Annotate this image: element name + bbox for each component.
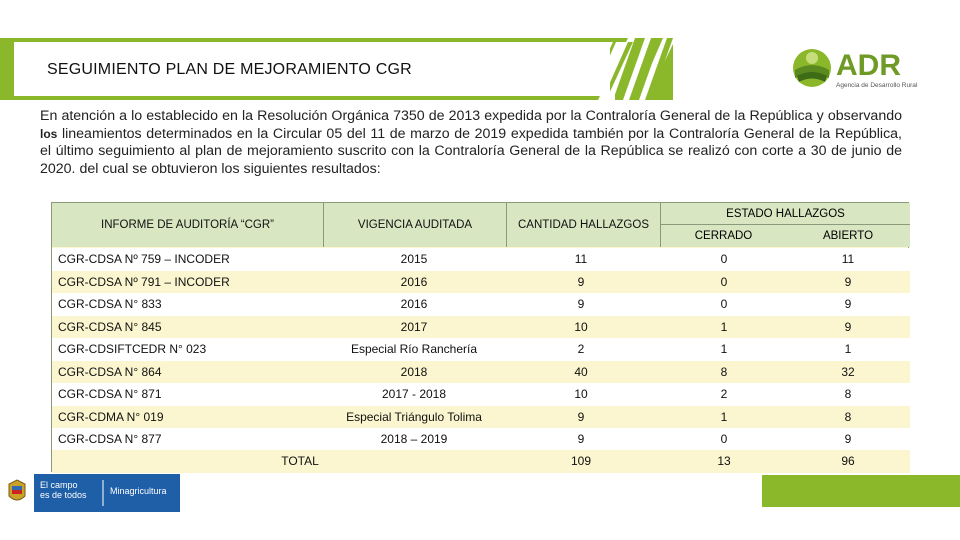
cell-cerrado: 1	[720, 342, 728, 357]
cell-cerrado: 2	[720, 387, 728, 402]
cell-vigencia: 2016	[400, 274, 428, 289]
header-informe: INFORME DE AUDITORÍA “CGR”	[52, 203, 324, 247]
cell-informe: CGR-CDSIFTCEDR N° 023	[58, 342, 207, 357]
cell-cantidad: 2	[577, 342, 585, 357]
table-row	[52, 338, 910, 361]
cell-cerrado: 8	[720, 364, 728, 379]
footer-ministry: Minagricultura	[110, 486, 167, 496]
cell-informe: CGR-CDSA Nº 791 – INCODER	[58, 274, 230, 289]
total-cerrado: 13	[717, 454, 731, 469]
cell-informe: CGR-CDMA N° 019	[58, 409, 164, 424]
cell-vigencia: 2018 – 2019	[380, 432, 448, 447]
cell-cantidad: 9	[577, 409, 585, 424]
cell-cantidad: 40	[574, 364, 588, 379]
cell-abierto: 9	[844, 297, 852, 312]
footer-green-bar	[762, 475, 960, 507]
table-row	[52, 293, 910, 316]
adr-logo	[790, 44, 925, 92]
table-total-row	[52, 450, 910, 473]
cell-abierto: 9	[844, 319, 852, 334]
cell-informe: CGR-CDSA N° 845	[58, 319, 162, 334]
cell-cantidad: 9	[577, 274, 585, 289]
total-label: TOTAL	[281, 454, 319, 469]
svg-text:ADR: ADR	[836, 49, 901, 82]
cell-informe: CGR-CDSA N° 877	[58, 432, 162, 447]
header-left-accent	[0, 38, 8, 100]
table-row	[52, 248, 910, 271]
cell-abierto: 1	[844, 342, 852, 357]
cell-cerrado: 1	[720, 319, 728, 334]
table-row	[52, 316, 910, 339]
total-abierto: 96	[841, 454, 855, 469]
cell-abierto: 8	[844, 387, 852, 402]
cell-abierto: 8	[844, 409, 852, 424]
cell-vigencia: Especial Río Ranchería	[350, 342, 478, 357]
cell-informe: CGR-CDSA Nº 759 – INCODER	[58, 252, 230, 267]
cell-cantidad: 9	[577, 297, 585, 312]
cell-cerrado: 0	[720, 297, 728, 312]
header-abierto: ABIERTO	[786, 225, 910, 247]
intro-paragraph: En atención a lo establecido en la Resolución Orgánica 7350 de 2013 expedida por la Contraloría General de la República y observando los lineamientos determinados en la Circular 05 del 11 de marzo de 2019 expedida también por la Contraloría General de la República, el último seguimiento al plan de mejoramiento suscrito con la Contraloría General de la República se realizó con corte a 30 de junio de 2020. del cual se obtuvieron los siguientes resultados:	[40, 108, 902, 177]
header-stripes	[615, 38, 675, 100]
cell-abierto: 32	[841, 364, 855, 379]
cell-abierto: 9	[844, 432, 852, 447]
table-row	[52, 271, 910, 294]
total-cantidad: 109	[570, 454, 592, 469]
cell-vigencia: 2017 - 2018	[381, 387, 447, 402]
cell-informe: CGR-CDSA N° 871	[58, 387, 162, 402]
cell-cantidad: 11	[574, 252, 588, 267]
cell-vigencia: 2017	[400, 319, 428, 334]
cell-cerrado: 0	[720, 252, 728, 267]
cell-vigencia: 2016	[400, 297, 428, 312]
cell-cerrado: 0	[720, 274, 728, 289]
table-row	[52, 383, 910, 406]
header-estado: ESTADO HALLAZGOS	[661, 203, 910, 225]
header-cantidad: CANTIDAD HALLAZGOS	[507, 203, 661, 247]
cell-cerrado: 0	[720, 432, 728, 447]
cell-vigencia: Especial Triángulo Tolima	[346, 409, 482, 424]
cell-cantidad: 9	[577, 432, 585, 447]
page-title: SEGUIMIENTO PLAN DE MEJORAMIENTO CGR	[47, 61, 412, 78]
header-cerrado: CERRADO	[661, 225, 786, 247]
table-row	[52, 361, 910, 384]
cell-cantidad: 10	[574, 387, 588, 402]
cell-vigencia: 2015	[400, 252, 428, 267]
cell-abierto: 9	[844, 274, 852, 289]
header-vigencia: VIGENCIA AUDITADA	[324, 203, 507, 247]
svg-text:Agencia de Desarrollo Rural: Agencia de Desarrollo Rural	[836, 82, 918, 89]
cell-informe: CGR-CDSA N° 833	[58, 297, 162, 312]
cell-informe: CGR-CDSA N° 864	[58, 364, 162, 379]
cell-abierto: 11	[841, 252, 855, 267]
hallazgos-table	[51, 202, 909, 472]
table-row	[52, 428, 910, 451]
cell-cantidad: 10	[574, 319, 588, 334]
cell-vigencia: 2018	[400, 364, 428, 379]
footer-campo-text: El campo es de todos	[40, 480, 87, 500]
cell-cerrado: 1	[720, 409, 728, 424]
table-row	[52, 406, 910, 429]
